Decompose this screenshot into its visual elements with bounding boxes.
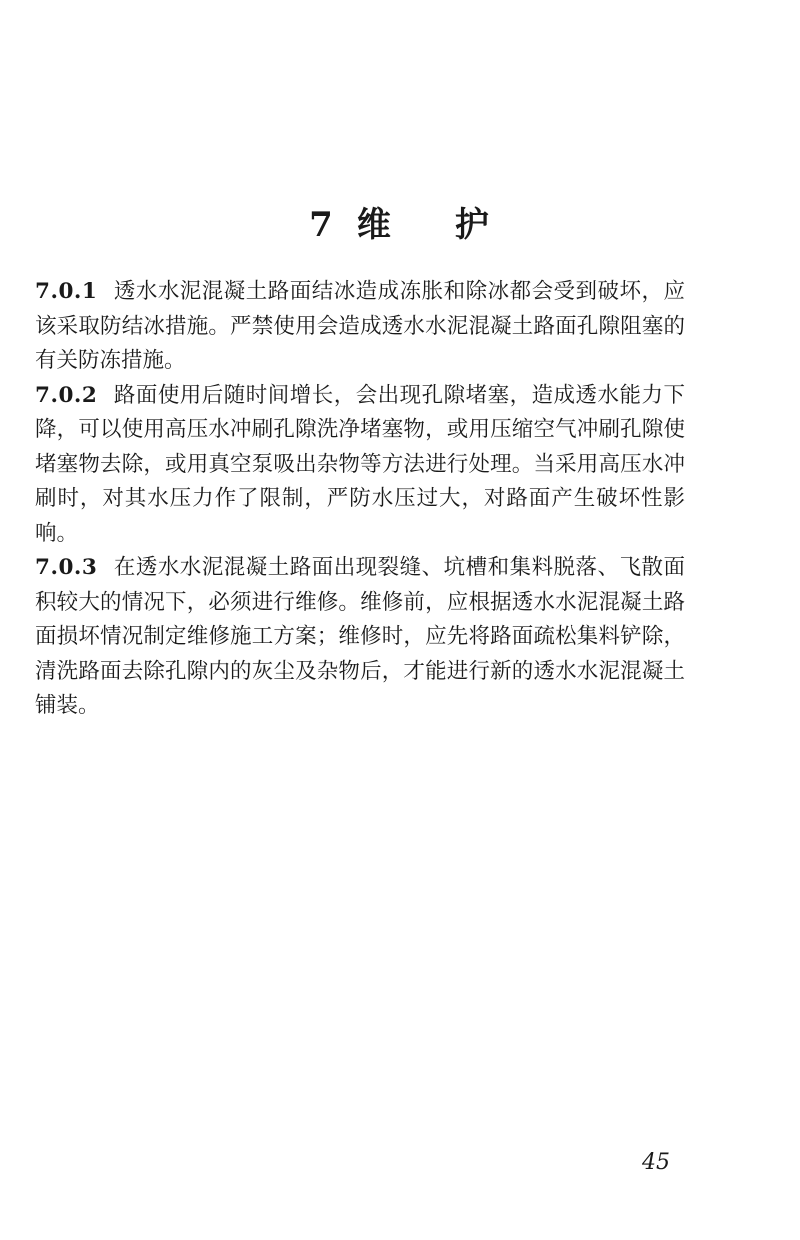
chapter-title-word-2: 护	[454, 204, 491, 245]
clause-number: 7.0.2	[35, 382, 98, 408]
clause-number: 7.0.1	[35, 279, 98, 304]
clause-number: 7.0.3	[35, 555, 98, 580]
clause-7-0-3	[35, 551, 685, 724]
clause-7-0-1	[35, 275, 685, 379]
chapter-number: 7	[309, 204, 335, 245]
page-number: 45	[642, 1150, 670, 1175]
clause-text: 透水水泥混凝土路面结冰造成冻胀和除冰都会受到破坏，应该采取防结冰措施。严禁使用会造成透水水泥混凝土路面孔隙阻塞的有关防冻措施。	[35, 279, 685, 373]
chapter-title	[0, 203, 800, 247]
clause-text: 路面使用后随时间增长，会出现孔隙堵塞，造成透水能力下降，可以使用高压水冲刷孔隙洗净堵塞物，或用压缩空气冲刷孔隙使堵塞物去除，或用真空泵吸出杂物等方法进行处理。当采用高压水冲刷时，对其水压力作了限制，严防水压过大，对路面产生破坏性影响。	[35, 382, 685, 546]
clause-text: 在透水水泥混凝土路面出现裂缝、坑槽和集料脱落、飞散面积较大的情况下，必须进行维修。维修前，应根据透水水泥混凝土路面损坏情况制定维修施工方案；维修时，应先将路面疏松集料铲除，清洗路面去除孔隙内的灰尘及杂物后，才能进行新的透水水泥混凝土铺装。	[35, 555, 685, 718]
chapter-body	[35, 275, 685, 724]
clause-7-0-2	[35, 379, 685, 552]
chapter-title-word-1: 维	[356, 204, 393, 245]
